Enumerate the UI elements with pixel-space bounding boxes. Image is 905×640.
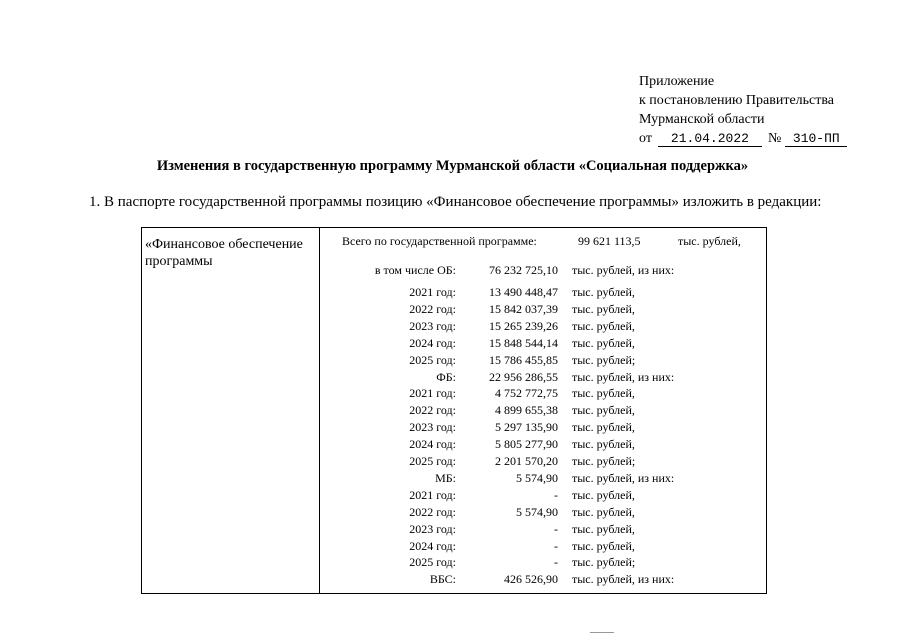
table-row: [142, 571, 768, 588]
row-value: 15 786 455,85: [489, 352, 558, 367]
row-unit: тыс. рублей,: [572, 504, 635, 519]
row-label: 2023 год:: [409, 521, 456, 536]
row-value: 4 752 772,75: [495, 386, 558, 401]
row-value: 5 297 135,90: [495, 420, 558, 435]
table-row: [142, 385, 768, 402]
row-label: 2021 год:: [409, 487, 456, 502]
table-row: [142, 369, 768, 386]
row-unit: тыс. рублей,: [572, 487, 635, 502]
row-value: 15 265 239,26: [489, 318, 558, 333]
row-value: -: [554, 521, 558, 536]
table-row: [142, 470, 768, 487]
row-unit: тыс. рублей, из них:: [572, 470, 675, 485]
resolution-number: 310-ПП: [785, 131, 847, 147]
row-unit: тыс. рублей;: [572, 352, 636, 367]
row-label: 2024 год:: [409, 335, 456, 350]
row-value: 15 842 037,39: [489, 301, 558, 316]
table-row: [142, 436, 768, 453]
row-label: 2025 год:: [409, 555, 456, 570]
row-value: 22 956 286,55: [489, 369, 558, 384]
date-prefix: от: [639, 131, 652, 146]
total-value: 99 621 113,5: [578, 234, 641, 248]
row-label: 2021 год:: [409, 285, 456, 299]
table-row: [142, 352, 768, 369]
table-row: [142, 318, 768, 335]
financing-table: [141, 227, 767, 594]
row-value: 5 574,90: [516, 470, 558, 485]
row-label: 2022 год:: [409, 504, 456, 519]
table-row: [142, 538, 768, 555]
appendix-header: [639, 72, 847, 148]
document-title: Изменения в государственную программу Мурманской области «Социальная поддержка»: [156, 158, 749, 174]
row-label: 2023 год:: [409, 420, 456, 435]
table-row: [142, 521, 768, 538]
row-value: 5 574,90: [516, 504, 558, 519]
row-label: ВБС:: [429, 572, 456, 587]
table-row: [142, 262, 768, 279]
row-unit: тыс. рублей,: [572, 521, 635, 536]
row-unit: тыс. рублей,: [572, 386, 635, 401]
resolution-date: 21.04.2022: [658, 131, 762, 147]
table-row: [142, 504, 768, 521]
row-value: -: [554, 555, 558, 570]
table-row: [142, 335, 768, 352]
row-unit: тыс. рублей,: [572, 301, 635, 316]
table-row: [142, 402, 768, 419]
row-value: 4 899 655,38: [495, 403, 558, 418]
appendix-date-line: [639, 129, 847, 148]
row-unit: тыс. рублей, из них:: [572, 369, 675, 384]
row-value: -: [554, 538, 558, 553]
row-value: 5 805 277,90: [495, 437, 558, 452]
row-label: 2025 год:: [409, 454, 456, 468]
row-unit: тыс. рублей, из них:: [572, 263, 675, 277]
appendix-line-1: Приложение: [639, 74, 715, 89]
row-value: -: [554, 487, 558, 502]
total-unit: тыс. рублей,: [678, 234, 741, 248]
row-label: ФБ:: [436, 369, 456, 384]
row-label: 2025 год:: [409, 352, 456, 367]
row-label: 2024 год:: [409, 538, 456, 553]
table-row: [142, 284, 768, 301]
total-row: [142, 233, 768, 250]
row-unit: тыс. рублей,: [572, 318, 635, 333]
row-label: МБ:: [435, 470, 456, 485]
row-unit: тыс. рублей,: [572, 538, 635, 553]
row-unit: тыс. рублей,: [572, 403, 635, 418]
bottom-mark: [590, 632, 614, 636]
row-label: 2024 год:: [409, 437, 456, 452]
row-value: 76 232 725,10: [489, 263, 558, 277]
row-label: в том числе ОБ:: [374, 263, 456, 277]
row-unit: тыс. рублей,: [572, 437, 635, 452]
row-value: 13 490 448,47: [489, 285, 558, 299]
row-value: 2 201 570,20: [495, 454, 558, 468]
row-unit: тыс. рублей, из них:: [572, 572, 675, 587]
row-label: 2021 год:: [409, 386, 456, 401]
total-label: Всего по государственной программе:: [342, 234, 537, 248]
table-row: [142, 419, 768, 436]
number-sign: №: [767, 131, 782, 146]
row-value: 426 526,90: [504, 572, 558, 587]
row-label: 2023 год:: [409, 318, 456, 333]
row-unit: тыс. рублей;: [572, 555, 636, 570]
row-unit: тыс. рублей,: [572, 420, 635, 435]
appendix-line-2: к постановлению Правительства: [639, 93, 835, 108]
row-unit: тыс. рублей,: [572, 285, 635, 299]
table-left-cell: «Финансовое обеспечение программы: [145, 237, 303, 269]
row-unit: тыс. рублей,: [572, 335, 635, 350]
table-row: [142, 301, 768, 318]
row-label: 2022 год:: [409, 403, 456, 418]
document-paragraph: 1. В паспорте государственной программы позицию «Финансовое обеспечение программы» изложить в редакции:: [89, 194, 822, 210]
appendix-line-3: Мурманской области: [639, 112, 765, 127]
row-label: 2022 год:: [409, 301, 456, 316]
table-row: [142, 453, 768, 470]
table-row: [142, 554, 768, 571]
table-row: [142, 487, 768, 504]
row-value: 15 848 544,14: [489, 335, 558, 350]
row-unit: тыс. рублей;: [572, 454, 636, 468]
